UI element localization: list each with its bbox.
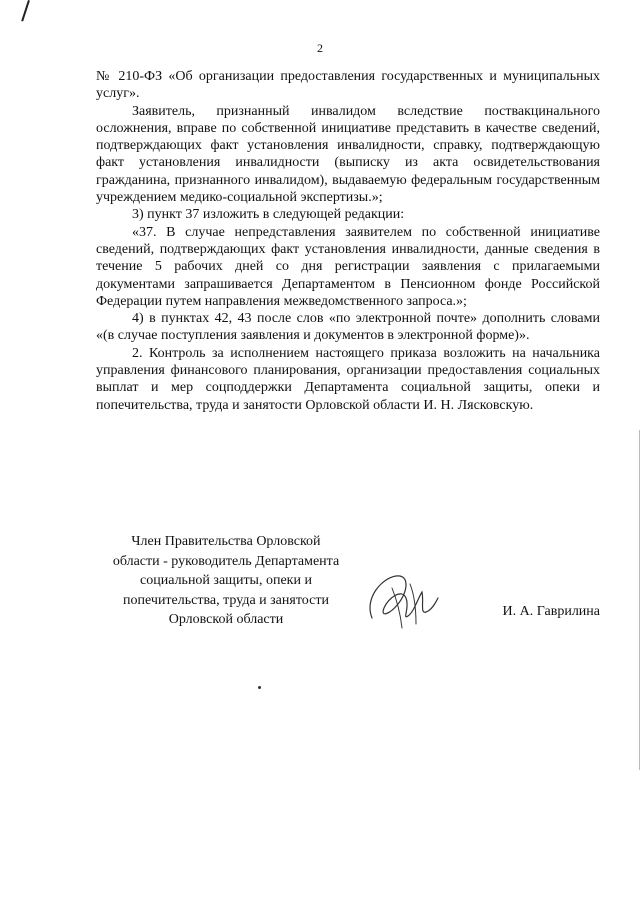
page-number: 2 <box>317 41 323 55</box>
paragraph-point-37: «37. В случае непредставления заявителем по собственной инициативе сведений, подтверждающих факт установления инвалидности, данные сведения в течение 5 рабочих дней со дня регистрации заявления с прилагаемыми документами запрашивается Департаментом в Пенсионном фонде Российской Федерации путем направления межведомственного запроса.»; <box>96 224 600 309</box>
signatory-position-line: попечительства, труда и занятости <box>123 592 329 608</box>
paragraph-law-reference: № 210-ФЗ «Об организации предоставления государственных и муниципальных услуг». <box>96 69 600 102</box>
signatory-position-line: Орловской области <box>168 612 284 627</box>
paragraph-control: 2. Контроль за исполнением настоящего приказа возложить на начальника управления финансового планирования, организации предоставления социальных выплат и мер соцподдержки Департамента социальной защиты, опеки и попечительства, труда и занятости Орловской области И. Н. Лясковскую. <box>96 345 600 413</box>
signatory-position-line: области - руководитель Департамента <box>112 553 340 569</box>
signatory-position <box>96 532 356 630</box>
signer-name: И. А. Гаврилина <box>502 604 600 619</box>
signatory-position-line: социальной защиты, опеки и <box>140 573 312 588</box>
body-text <box>96 68 600 414</box>
paragraph-item-3: 3) пункт 37 изложить в следующей редакции: <box>132 207 405 223</box>
scan-corner-mark <box>21 0 30 22</box>
handwritten-signature <box>362 558 442 638</box>
paragraph-item-4: 4) в пунктах 42, 43 после слов «по электронной почте» дополнить словами «(в случае поступления заявления и документов в электронной форме)». <box>96 311 600 344</box>
scan-speck <box>258 686 261 689</box>
signatory-position-line: Член Правительства Орловской <box>131 534 321 549</box>
paragraph-applicant-right: Заявитель, признанный инвалидом вследствие поствакцинального осложнения, вправе по собственной инициативе представить в качестве сведений, подтверждающих факт установления инвалидности, справку, подтверждающую факт установления инвалидности (выписку из акта освидетельствования гражданина, признанного инвалидом), выдаваемую федеральным государственным учреждением медико-социальной экспертизы.»; <box>96 103 600 206</box>
